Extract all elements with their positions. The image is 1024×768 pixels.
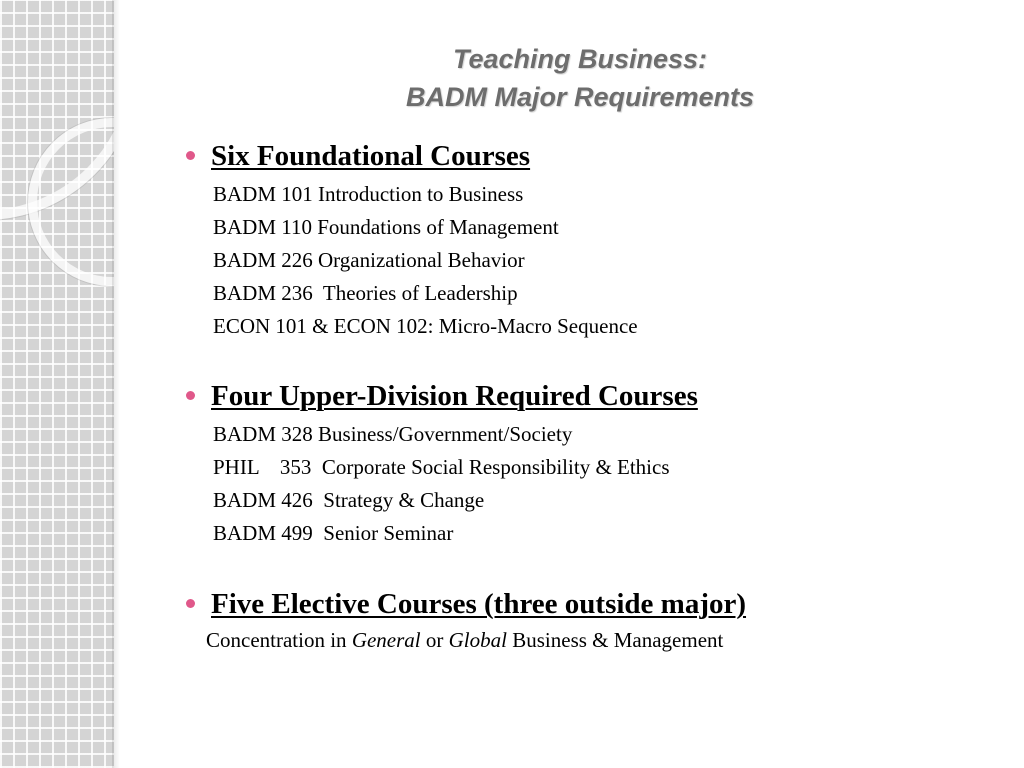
note-suffix: Business & Management (506, 628, 724, 652)
section-heading-electives (186, 587, 746, 621)
note-option-global: Global (448, 628, 507, 652)
concentration-note (206, 627, 723, 653)
slide-title-line-2: BADM Major Requirements (405, 82, 755, 112)
note-prefix: Concentration in (206, 628, 352, 652)
course-item: ECON 101 & ECON 102: Micro-Macro Sequence (213, 314, 638, 338)
course-item: BADM 328 Business/Government/Society (213, 422, 573, 446)
decorative-side-panel (0, 0, 114, 768)
side-panel-shadow (112, 0, 120, 768)
course-item: BADM 426 Strategy & Change (213, 488, 485, 512)
course-item: BADM 499 Senior Seminar (213, 521, 454, 545)
slide-title (290, 40, 870, 116)
section-heading-upper-division (186, 379, 698, 413)
course-item: BADM 101 Introduction to Business (213, 182, 524, 206)
section-heading-text: Four Upper-Division Required Courses (211, 380, 698, 412)
bullet-icon (186, 151, 195, 160)
course-item: BADM 226 Organizational Behavior (213, 248, 525, 272)
bullet-icon (186, 599, 195, 608)
course-item: BADM 236 Theories of Leadership (213, 281, 518, 305)
note-option-general: General (351, 628, 421, 652)
section-heading-foundational (186, 139, 530, 173)
section-heading-text: Six Foundational Courses (211, 140, 531, 172)
bullet-icon (186, 391, 195, 400)
course-item: BADM 110 Foundations of Management (213, 215, 559, 239)
section-heading-text: Five Elective Courses (three outside major) (211, 588, 747, 620)
slide-title-line-1: Teaching Business: (452, 44, 708, 74)
note-middle: or (420, 628, 449, 652)
course-item: PHIL 353 Corporate Social Responsibility & Ethics (213, 455, 670, 479)
